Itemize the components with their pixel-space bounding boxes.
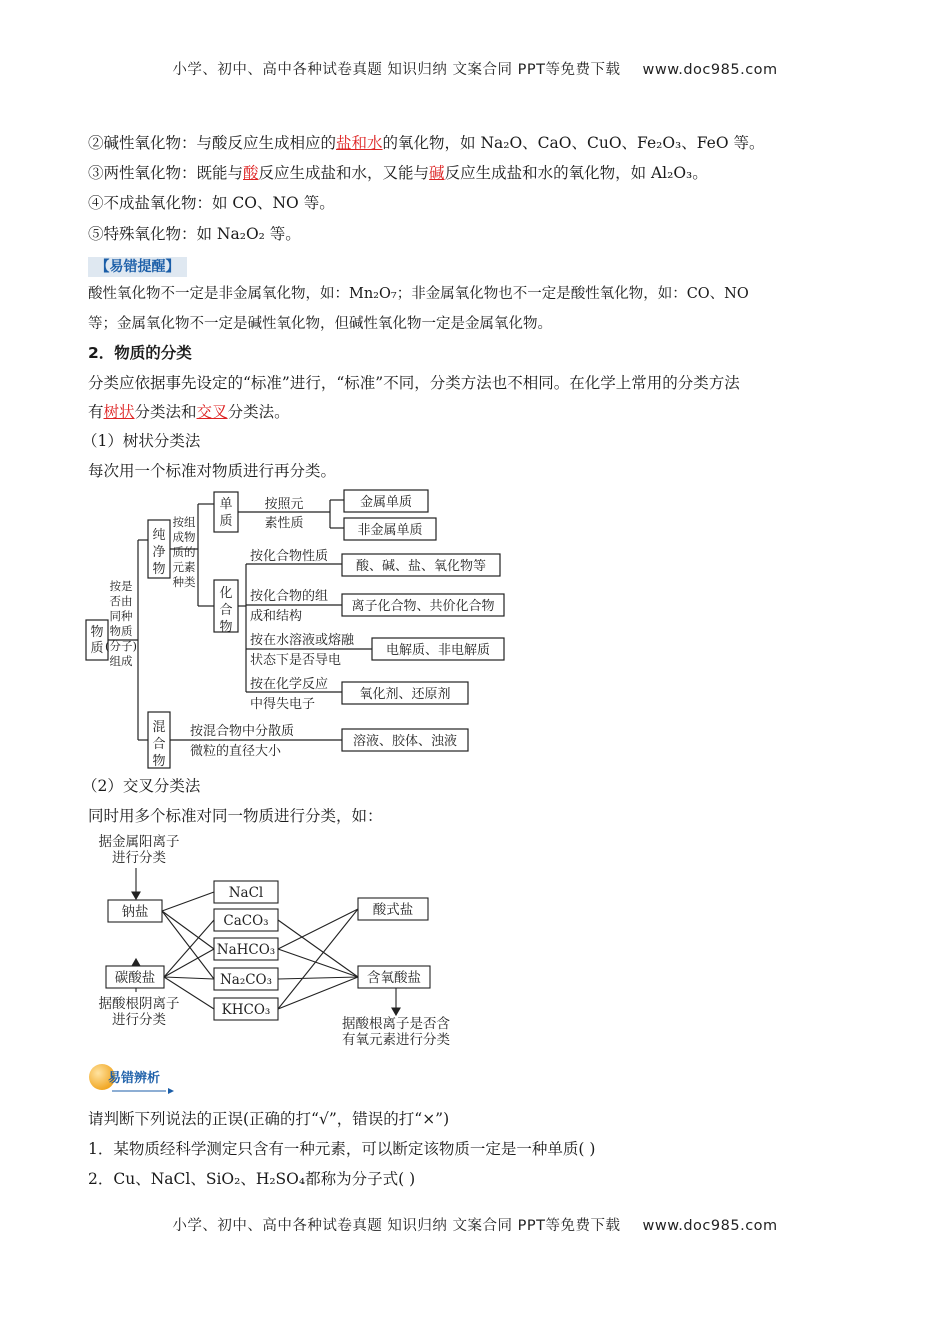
root-text-1: 物 — [90, 625, 104, 640]
pure-label — [152, 527, 165, 577]
purecrit-line-4: 种类 — [172, 575, 196, 589]
rootcrit-line-3: 物质 — [109, 624, 133, 638]
lb_label-line-1: 进行分类 — [112, 1012, 166, 1028]
paragraph-line-2 — [88, 402, 290, 422]
c3-criterion — [250, 632, 355, 668]
subheading-tree: （1）树状分类法 — [82, 432, 201, 450]
footer-url[interactable]: www.doc985.com — [642, 1218, 778, 1234]
purecrit-line-1: 成物 — [172, 530, 196, 544]
error-analysis-logo — [86, 1063, 182, 1097]
c2crit-line-1: 成和结构 — [250, 609, 303, 624]
basic-oxide-text: ②碱性氧化物：与酸反应生成相应的 — [88, 134, 337, 152]
c4-result: 氧化剂、还原剂 — [359, 687, 451, 702]
p2-text-a: 有 — [88, 403, 104, 421]
c1-criterion — [250, 548, 328, 564]
pureword-line-0: 纯 — [152, 528, 166, 543]
khco3-label: KHCO₃ — [221, 1002, 271, 1018]
logo-text: 易错辨析 — [108, 1071, 161, 1086]
p2-text-c: 分类法。 — [227, 403, 290, 421]
paragraph-line-1: 分类应依据事先设定的“标准”进行，“标准”不同，分类方法也不相同。在化学上常用的分类方法 — [88, 374, 740, 392]
lt_label-line-1: 进行分类 — [112, 850, 166, 866]
m-result: 溶液、胶体、浊液 — [352, 734, 458, 749]
page-header — [0, 58, 950, 79]
c4crit-line-0: 按在化学反应 — [250, 677, 329, 692]
basic-oxide-line — [88, 133, 764, 153]
c1crit-line-0: 按化合物性质 — [250, 549, 329, 564]
blank-answer-tree: 树状 — [103, 403, 135, 421]
compound-label — [219, 586, 232, 635]
root-text-2: 质 — [90, 641, 104, 656]
header-url[interactable]: www.doc985.com — [642, 62, 778, 78]
c4-criterion — [250, 676, 328, 712]
header-title: 小学、初中、高中各种试卷真题 知识归纳 文案合同 PPT等免费下载 — [172, 62, 621, 78]
amphoteric-oxide-line — [88, 163, 708, 183]
right-bottom-label — [342, 1015, 450, 1047]
na2co3-label: Na₂CO₃ — [219, 972, 273, 988]
mixture-label — [152, 720, 165, 769]
c2-result: 离子化合物、共价化合物 — [351, 599, 495, 614]
tree-description: 每次用一个标准对物质进行再分类。 — [88, 462, 337, 480]
purecrit-line-3: 元素 — [172, 560, 196, 574]
question-1: 1．某物质经科学测定只含有一种元素，可以断定该物质一定是一种单质( ) — [88, 1140, 596, 1158]
rootcrit-line-2: 同种 — [109, 609, 133, 623]
nahco3-label: NaHCO₃ — [216, 942, 276, 958]
rb_label-line-0: 据酸根离子是否含 — [342, 1016, 450, 1032]
compword-line-0: 化 — [219, 586, 233, 601]
c1-result: 酸、碱、盐、氧化物等 — [355, 559, 487, 574]
special-oxide-line: ⑤特殊氧化物：如 Na₂O₂ 等。 — [88, 225, 301, 243]
tip-label: 【易错提醒】 — [88, 257, 187, 277]
purecrit-line-2: 质的 — [172, 545, 196, 559]
non-salt-oxide-line: ④不成盐氧化物：如 CO、NO 等。 — [88, 194, 335, 212]
cross-description: 同时用多个标准对同一物质进行分类，如： — [88, 807, 383, 825]
pureword-line-2: 物 — [152, 562, 166, 577]
elemword-line-0: 单 — [219, 497, 233, 512]
basic-oxide-examples: 的氧化物，如 Na₂O、CaO、CuO、Fe₂O₃、FeO 等。 — [382, 134, 765, 152]
c3crit-line-1: 状态下是否导电 — [250, 653, 342, 668]
caco3-label: CaCO₃ — [223, 913, 269, 929]
element-criterion — [264, 496, 303, 531]
rootcrit-line-1: 否由 — [109, 594, 133, 608]
subheading-cross: （2）交叉分类法 — [82, 777, 201, 795]
m-criterion — [190, 723, 294, 759]
amphoteric-text-c: 反应生成盐和水的氧化物，如 Al₂O₃。 — [444, 164, 708, 182]
compword-line-2: 物 — [219, 620, 233, 635]
p2-text-b: 分类法和 — [134, 403, 197, 421]
amphoteric-text-a: ③两性氧化物：既能与 — [88, 164, 244, 182]
c2crit-line-0: 按化合物的组 — [250, 589, 329, 604]
mcrit-line-1: 微粒的直径大小 — [190, 744, 282, 759]
lt_label-line-0: 据金属阳离子 — [98, 834, 180, 850]
c3crit-line-0: 按在水溶液或熔融 — [250, 633, 355, 648]
elemcrit-line-0: 按照元 — [264, 497, 304, 512]
tip-line-2: 等；金属氧化物不一定是碱性氧化物，但碱性氧化物一定是金属氧化物。 — [88, 316, 552, 332]
mixword-line-1: 合 — [152, 737, 166, 752]
c2-criterion — [250, 588, 328, 624]
rb_label-line-1: 有氧元素进行分类 — [342, 1032, 450, 1047]
mixword-line-0: 混 — [152, 720, 166, 735]
left-top-label — [99, 833, 180, 866]
metal-label: 金属单质 — [359, 495, 413, 510]
c3-result: 电解质、非电解质 — [385, 643, 491, 658]
nacl-label: NaCl — [228, 885, 264, 901]
judge-intro: 请判断下列说法的正误(正确的打“√”，错误的打“×”) — [88, 1110, 450, 1128]
blank-answer-base: 碱 — [429, 164, 445, 182]
compword-line-1: 合 — [219, 603, 233, 618]
left-bottom-label — [99, 995, 180, 1028]
tree-classification-diagram — [80, 486, 520, 772]
nonmetal-label: 非金属单质 — [357, 523, 423, 538]
rootcrit-line-5: 组成 — [109, 654, 133, 668]
section-heading: 2．物质的分类 — [88, 344, 192, 362]
root-criterion — [105, 579, 137, 668]
elemword-line-1: 质 — [219, 514, 233, 529]
footer-title: 小学、初中、高中各种试卷真题 知识归纳 文案合同 PPT等免费下载 — [172, 1218, 621, 1234]
blank-answer-cross: 交叉 — [196, 403, 228, 421]
purecrit-line-0: 按组 — [172, 515, 196, 529]
pureword-line-1: 净 — [152, 545, 166, 560]
cross-classification-diagram — [84, 832, 484, 1047]
oxy-salt-label: 含氧酸盐 — [367, 970, 421, 986]
elemcrit-line-1: 素性质 — [264, 516, 304, 531]
acid-salt-label: 酸式盐 — [372, 902, 414, 918]
c4crit-line-1: 中得失电子 — [250, 697, 316, 712]
mixword-line-2: 物 — [152, 754, 166, 769]
blank-answer-acid: 酸 — [243, 164, 259, 182]
rootcrit-line-0: 按是 — [109, 579, 133, 593]
amphoteric-text-b: 反应生成盐和水，又能与 — [258, 164, 430, 182]
rootcrit-line-4: (分子) — [105, 639, 137, 653]
page-footer — [0, 1214, 950, 1235]
sodium-salt-label: 钠盐 — [121, 904, 149, 920]
tip-line-1: 酸性氧化物不一定是非金属氧化物，如：Mn₂O₇；非金属氧化物也不一定是酸性氧化物，如：CO、NO — [88, 286, 749, 302]
lb_label-line-0: 据酸根阴离子 — [98, 996, 180, 1012]
pure-criterion — [173, 515, 196, 589]
carbonate-label: 碳酸盐 — [114, 970, 156, 986]
mcrit-line-0: 按混合物中分散质 — [190, 724, 295, 739]
blank-answer-salt-water: 盐和水 — [336, 134, 383, 152]
question-2: 2．Cu、NaCl、SiO₂、H₂SO₄都称为分子式( ) — [88, 1170, 416, 1188]
